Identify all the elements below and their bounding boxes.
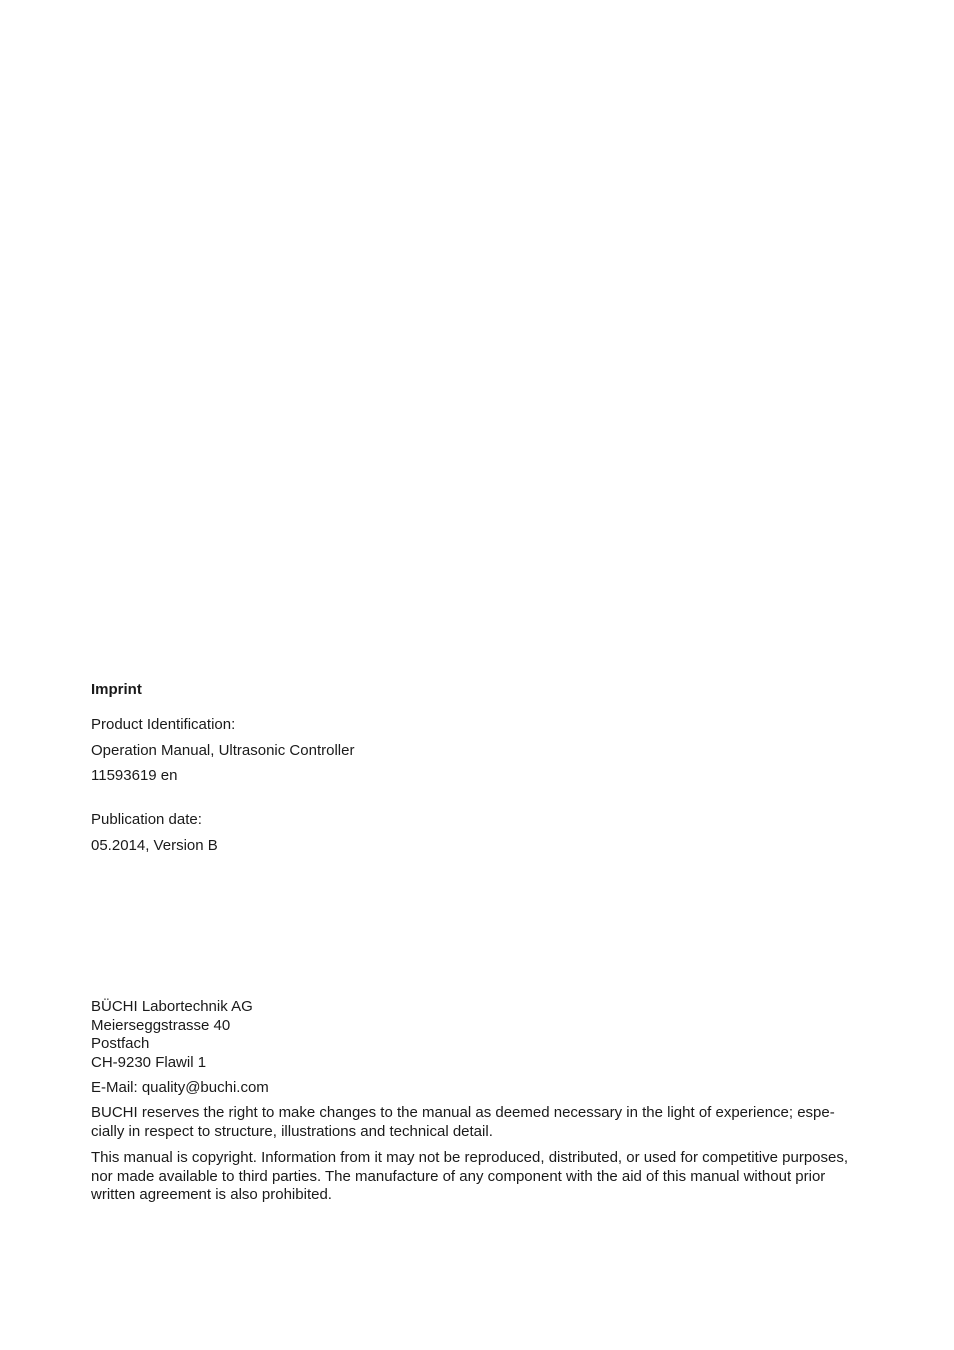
publication-date (91, 807, 218, 858)
publication-label: Publication date: (91, 811, 202, 828)
publication-value: 05.2014, Version B (91, 836, 218, 854)
company-address (91, 998, 253, 1073)
city: CH-9230 Flawil 1 (91, 1054, 207, 1072)
changes-notice-line: BUCHI reserves the right to make changes to the manual as deemed necessary in the light of experience; espe- (91, 1104, 835, 1121)
copyright-notice (91, 1149, 906, 1205)
imprint-heading: Imprint (91, 681, 142, 698)
copyright-notice-line: This manual is copyright. Information from it may not be reproduced, distributed, or used for competitive purposes, (91, 1149, 849, 1166)
postbox: Postfach (91, 1035, 150, 1053)
copyright-notice-line: nor made available to third parties. The manufacture of any component with the aid of this manual without prior (91, 1167, 826, 1185)
copyright-notice-line: written agreement is also prohibited. (91, 1186, 332, 1204)
product-code: 11593619 en (91, 767, 178, 784)
product-label: Product Identification: (91, 716, 236, 733)
changes-notice (91, 1104, 906, 1141)
product-identification (91, 712, 354, 789)
street-address: Meierseggstrasse 40 (91, 1016, 231, 1034)
product-name: Operation Manual, Ultrasonic Controller (91, 741, 355, 759)
email-text: E-Mail: quality@buchi.com (91, 1079, 269, 1096)
company-name: BÜCHI Labortechnik AG (91, 998, 253, 1015)
changes-notice-line: cially in respect to structure, illustrations and technical detail. (91, 1122, 493, 1140)
contact-email (91, 1079, 269, 1098)
